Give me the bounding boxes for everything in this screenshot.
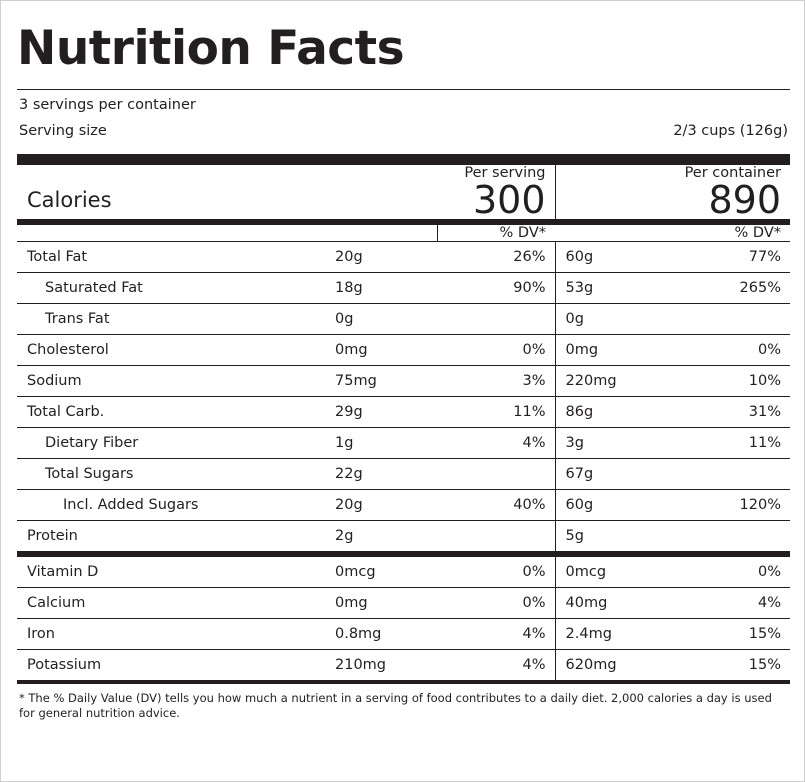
amount-per-container: 67g xyxy=(555,458,667,489)
serving-size-value: 2/3 cups (126g) xyxy=(673,122,788,139)
table-row xyxy=(17,334,790,365)
table-row xyxy=(17,458,790,489)
dv-per-container: 31% xyxy=(667,396,790,427)
dv-per-container xyxy=(667,520,790,554)
dv-per-serving: 0% xyxy=(437,587,555,618)
table-row xyxy=(17,618,790,649)
table-row xyxy=(17,554,790,588)
calories-label: Calories xyxy=(27,187,112,212)
table-row xyxy=(17,587,790,618)
dv-per-container: 120% xyxy=(667,489,790,520)
amount-per-container: 60g xyxy=(555,241,667,272)
dv-per-container: 15% xyxy=(667,649,790,680)
calories-per-serving: 300 xyxy=(325,181,555,222)
dv-header-spacer xyxy=(17,225,325,242)
amount-per-container: 0mcg xyxy=(555,554,667,588)
nutrient-name: Cholesterol xyxy=(17,334,325,365)
table-row xyxy=(17,649,790,680)
dv-header-row xyxy=(17,225,790,242)
dv-per-container: 4% xyxy=(667,587,790,618)
calories-per-container: 890 xyxy=(708,177,782,222)
amount-per-serving: 0g xyxy=(325,303,437,334)
nutrient-name: Trans Fat xyxy=(17,303,325,334)
amount-per-serving: 2g xyxy=(325,520,437,554)
dv-per-serving: 4% xyxy=(437,427,555,458)
divider-thick-header xyxy=(17,154,790,165)
amount-per-container: 220mg xyxy=(555,365,667,396)
nutrient-name: Total Fat xyxy=(17,241,325,272)
dv-per-serving: 0% xyxy=(437,554,555,588)
table-row xyxy=(17,520,790,554)
amount-per-serving: 210mg xyxy=(325,649,437,680)
amount-per-serving: 20g xyxy=(325,489,437,520)
amount-per-serving: 75mg xyxy=(325,365,437,396)
nutrient-name: Incl. Added Sugars xyxy=(17,489,325,520)
dv-per-serving xyxy=(437,458,555,489)
table-row xyxy=(17,303,790,334)
dv-per-container xyxy=(667,458,790,489)
dv-per-container: 265% xyxy=(667,272,790,303)
nutrition-table xyxy=(17,165,790,680)
dv-per-container: 15% xyxy=(667,618,790,649)
serving-size-label: Serving size xyxy=(19,122,107,139)
nutrient-name: Sodium xyxy=(17,365,325,396)
nutrient-name: Potassium xyxy=(17,649,325,680)
nutrient-name: Total Sugars xyxy=(17,458,325,489)
dv-per-serving: 4% xyxy=(437,649,555,680)
dv-per-container: 10% xyxy=(667,365,790,396)
amount-per-container: 3g xyxy=(555,427,667,458)
amount-per-container: 86g xyxy=(555,396,667,427)
amount-per-serving: 20g xyxy=(325,241,437,272)
amount-per-container: 40mg xyxy=(555,587,667,618)
dv-per-serving: 40% xyxy=(437,489,555,520)
amount-per-serving: 22g xyxy=(325,458,437,489)
amount-per-container: 60g xyxy=(555,489,667,520)
amount-per-serving: 0mcg xyxy=(325,554,437,588)
nutrient-name: Iron xyxy=(17,618,325,649)
table-row xyxy=(17,241,790,272)
dv-per-container: 0% xyxy=(667,554,790,588)
dv-spacer-serving xyxy=(325,225,437,242)
amount-per-serving: 0mg xyxy=(325,334,437,365)
table-row xyxy=(17,365,790,396)
amount-per-container: 2.4mg xyxy=(555,618,667,649)
nutrient-name: Calcium xyxy=(17,587,325,618)
table-row xyxy=(17,427,790,458)
amount-per-serving: 18g xyxy=(325,272,437,303)
page-title: Nutrition Facts xyxy=(17,21,405,76)
amount-per-container: 0mg xyxy=(555,334,667,365)
servings-per-container: 3 servings per container xyxy=(19,96,196,113)
table-row xyxy=(17,396,790,427)
dv-per-container: 0% xyxy=(667,334,790,365)
amount-per-container: 620mg xyxy=(555,649,667,680)
nutrient-name: Dietary Fiber xyxy=(17,427,325,458)
dv-per-serving: 26% xyxy=(437,241,555,272)
amount-per-container: 0g xyxy=(555,303,667,334)
amount-per-container: 53g xyxy=(555,272,667,303)
dv-per-container: 77% xyxy=(667,241,790,272)
dv-per-container: 11% xyxy=(667,427,790,458)
dv-header-container: % DV* xyxy=(734,224,782,241)
header-spacer xyxy=(17,165,325,181)
nutrient-name: Saturated Fat xyxy=(17,272,325,303)
nutrient-name: Vitamin D xyxy=(17,554,325,588)
footnote: * The % Daily Value (DV) tells you how much a nutrient in a serving of food contributes to a daily diet. 2,000 calories a day is used for general nutrition advice. xyxy=(19,690,772,720)
table-row xyxy=(17,272,790,303)
calories-row xyxy=(17,181,790,222)
dv-per-serving: 11% xyxy=(437,396,555,427)
nutrient-name: Protein xyxy=(17,520,325,554)
dv-per-container xyxy=(667,303,790,334)
dv-header-serving: % DV* xyxy=(499,224,547,241)
dv-per-serving xyxy=(437,520,555,554)
table-row xyxy=(17,489,790,520)
dv-per-serving: 3% xyxy=(437,365,555,396)
header-per-container: Per container xyxy=(684,164,782,181)
dv-per-serving: 4% xyxy=(437,618,555,649)
dv-per-serving: 90% xyxy=(437,272,555,303)
amount-per-serving: 0mg xyxy=(325,587,437,618)
amount-per-serving: 29g xyxy=(325,396,437,427)
amount-per-serving: 1g xyxy=(325,427,437,458)
amount-per-serving: 0.8mg xyxy=(325,618,437,649)
dv-per-serving: 0% xyxy=(437,334,555,365)
column-header-row xyxy=(17,165,790,181)
serving-size-row xyxy=(17,119,790,146)
nutrient-name: Total Carb. xyxy=(17,396,325,427)
amount-per-container: 5g xyxy=(555,520,667,554)
dv-per-serving xyxy=(437,303,555,334)
dv-spacer-container xyxy=(555,225,667,242)
header-per-serving: Per serving xyxy=(325,165,555,181)
